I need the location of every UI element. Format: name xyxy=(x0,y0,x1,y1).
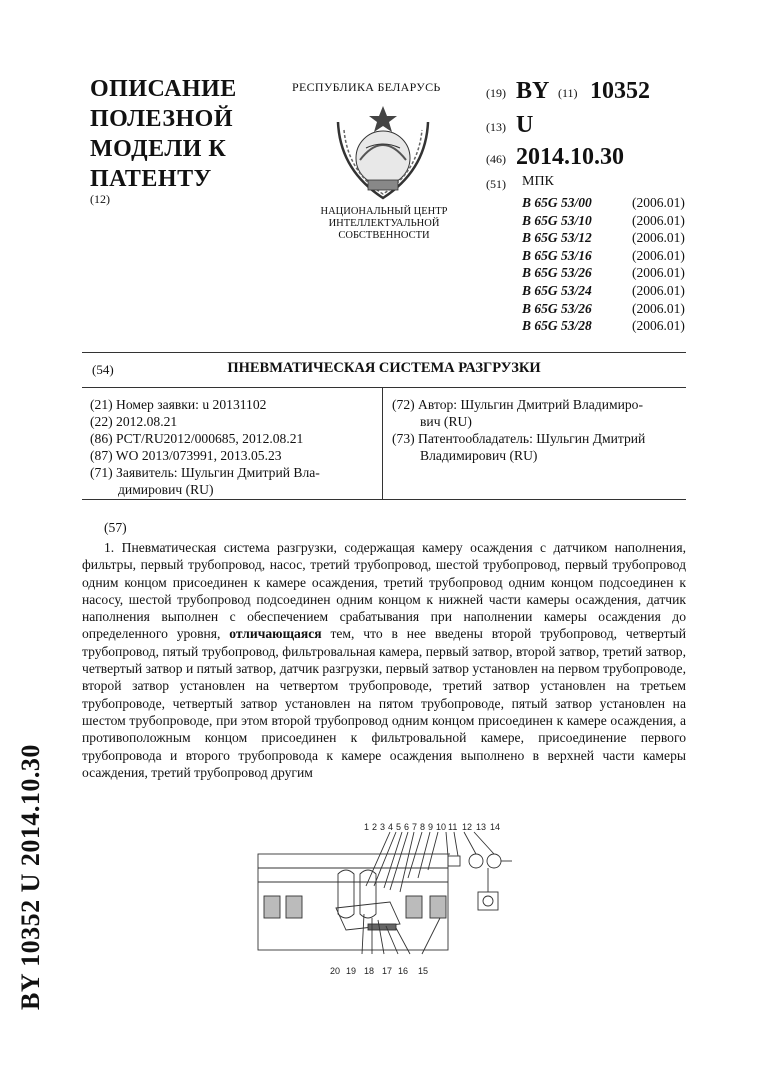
ipc-version: (2006.01) xyxy=(632,247,685,263)
ipc-table xyxy=(522,194,685,335)
center-line-1: НАЦИОНАЛЬНЫЙ ЦЕНТР xyxy=(320,206,448,217)
callout-17: 17 xyxy=(382,966,393,976)
callout-1: 1 xyxy=(364,822,370,832)
callout-20: 20 xyxy=(330,966,341,976)
ipc-class: B 65G 53/26 xyxy=(522,265,592,281)
kind-code: U xyxy=(516,112,534,138)
callout-9: 9 xyxy=(428,822,434,832)
ipc-class: B 65G 53/12 xyxy=(522,230,592,246)
filing-date: (22) 2012.08.21 xyxy=(90,414,178,429)
ipc-version: (2006.01) xyxy=(632,265,685,281)
ipc-class: B 65G 53/00 xyxy=(522,195,592,210)
ipc-row xyxy=(522,317,685,335)
ipc-class: B 65G 53/10 xyxy=(522,212,592,228)
claim-text xyxy=(82,539,686,781)
callout-12: 12 xyxy=(462,822,473,832)
claim-text-part-2: тем, что в нее введены второй трубопровод, четвертый трубопровод, пятый трубопровод, фильтровальная камера, первый затвор, второй затвор, третий затвор, четвертый затвор и пятый затвор, датчик разгрузки, первый затвор установлен на первом трубопроводе, второй затвор установлен на четвертом трубопроводе, третий затвор установлен на третьем трубопроводе, четвертый затвор установлен на пятом трубопроводе, пятый затвор установлен на шестом трубопроводе, при этом второй трубопровод одним концом присоединен к камере осаждения, а противоположным концом присоединен к фильтровальной камере, присоединение первого трубопровода и второго трубопровода к камере осаждения выполнено в верхней части камеры осаждения, третий трубопровод другим xyxy=(82,626,687,780)
callout-13: 13 xyxy=(476,822,487,832)
center-line-3: СОБСТВЕННОСТИ xyxy=(338,230,430,241)
biblio-column-divider xyxy=(382,387,383,499)
applicant: (71) Заявитель: Шульгин Дмитрий Вла- xyxy=(90,465,320,480)
applicant-cont: димирович (RU) xyxy=(118,482,214,497)
claim-characterizing-word: отличающаяся xyxy=(229,626,322,642)
ipc-row xyxy=(522,212,685,230)
country-code: BY xyxy=(516,78,550,104)
callout-14: 14 xyxy=(490,822,501,832)
patent-number: 10352 xyxy=(590,78,650,104)
system-diagram xyxy=(250,818,520,980)
callout-8: 8 xyxy=(420,822,426,832)
pct-application: (86) PCT/RU2012/000685, 2012.08.21 xyxy=(90,431,304,446)
biblio-left xyxy=(90,396,376,498)
claim-text-part-1: 1. Пневматическая система разгрузки, содержащая камеру осаждения с датчиком наполнения, фильтры, первый трубопровод, насос, третий трубопровод, шестой трубопровод, первый трубопровод одним концом присоединен к камере осаждения, третий трубопровод одним концом подсоединен к насосу, шестой трубопровод подсоединен одним концом к нижней части камеры осаждения, датчик наполнения выполнен с обеспечением срабатывания при наполнении камеры осаждения до определенного уровня, xyxy=(82,540,686,642)
ipc-version: (2006.01) xyxy=(632,282,685,298)
ipc-class: B 65G 53/26 xyxy=(522,300,592,316)
patent-owner-cont: Владимирович (RU) xyxy=(420,448,538,463)
callout-19: 19 xyxy=(346,966,357,976)
code-51: (51) xyxy=(486,177,506,191)
code-11: (11) xyxy=(558,86,578,100)
ipc-version: (2006.01) xyxy=(632,212,685,228)
invention-title: ПНЕВМАТИЧЕСКАЯ СИСТЕМА РАЗГРУЗКИ xyxy=(227,360,541,376)
callout-7: 7 xyxy=(412,822,418,832)
publication-date: 2014.10.30 xyxy=(516,144,624,170)
title-line-3: МОДЕЛИ К xyxy=(90,136,227,162)
divider-biblio-bottom xyxy=(82,499,686,500)
ipc-class: B 65G 53/16 xyxy=(522,247,592,263)
callout-15: 15 xyxy=(418,966,429,976)
code-46: (46) xyxy=(486,152,506,166)
patent-owner: (73) Патентообладатель: Шульгин Дмитрий xyxy=(392,431,646,446)
code-19: (19) xyxy=(486,86,506,100)
republic-name: РЕСПУБЛИКА БЕЛАРУСЬ xyxy=(292,80,441,94)
center-line-2: ИНТЕЛЛЕКТУАЛЬНОЙ xyxy=(328,218,440,229)
ipc-version: (2006.01) xyxy=(632,230,685,246)
ipc-row xyxy=(522,194,685,212)
national-center xyxy=(300,206,468,242)
callout-16: 16 xyxy=(398,966,409,976)
callout-2: 2 xyxy=(372,822,378,832)
code-54: (54) xyxy=(92,362,114,377)
title-line-2: ПОЛЕЗНОЙ xyxy=(90,106,233,132)
ipc-row xyxy=(522,300,685,318)
author-cont: вич (RU) xyxy=(420,414,472,429)
callout-4: 4 xyxy=(388,822,394,832)
ipc-row xyxy=(522,229,685,247)
callout-5: 5 xyxy=(396,822,402,832)
ipc-row xyxy=(522,247,685,265)
author: (72) Автор: Шульгин Дмитрий Владимиро- xyxy=(392,397,643,412)
pct-publication: (87) WO 2013/073991, 2013.05.23 xyxy=(90,448,282,463)
ipc-row xyxy=(522,282,685,300)
callout-18: 18 xyxy=(364,966,375,976)
title-line-4: ПАТЕНТУ xyxy=(90,166,212,192)
ipc-row xyxy=(522,264,685,282)
ipc-version: (2006.01) xyxy=(632,195,685,210)
biblio-right xyxy=(392,396,686,464)
title-code: (12) xyxy=(90,192,110,206)
application-number: (21) Номер заявки: u 20131102 xyxy=(90,397,267,412)
ipc-label: МПК xyxy=(522,174,554,189)
ipc-version: (2006.01) xyxy=(632,300,685,316)
callout-6: 6 xyxy=(404,822,410,832)
ipc-version: (2006.01) xyxy=(632,318,685,334)
divider-biblio-top xyxy=(82,387,686,388)
callout-11: 11 xyxy=(448,822,458,832)
callout-3: 3 xyxy=(380,822,386,832)
callout-10: 10 xyxy=(436,822,447,832)
code-57: (57) xyxy=(104,520,127,535)
patent-title xyxy=(90,74,237,194)
coat-of-arms-emblem xyxy=(330,100,436,204)
title-line-1: ОПИСАНИЕ xyxy=(90,76,237,102)
ipc-class: B 65G 53/28 xyxy=(522,318,592,334)
code-13: (13) xyxy=(486,120,506,134)
divider-top xyxy=(82,352,686,353)
ipc-class: B 65G 53/24 xyxy=(522,282,592,298)
side-identifier: BY 10352 U 2014.10.30 xyxy=(16,744,45,1010)
